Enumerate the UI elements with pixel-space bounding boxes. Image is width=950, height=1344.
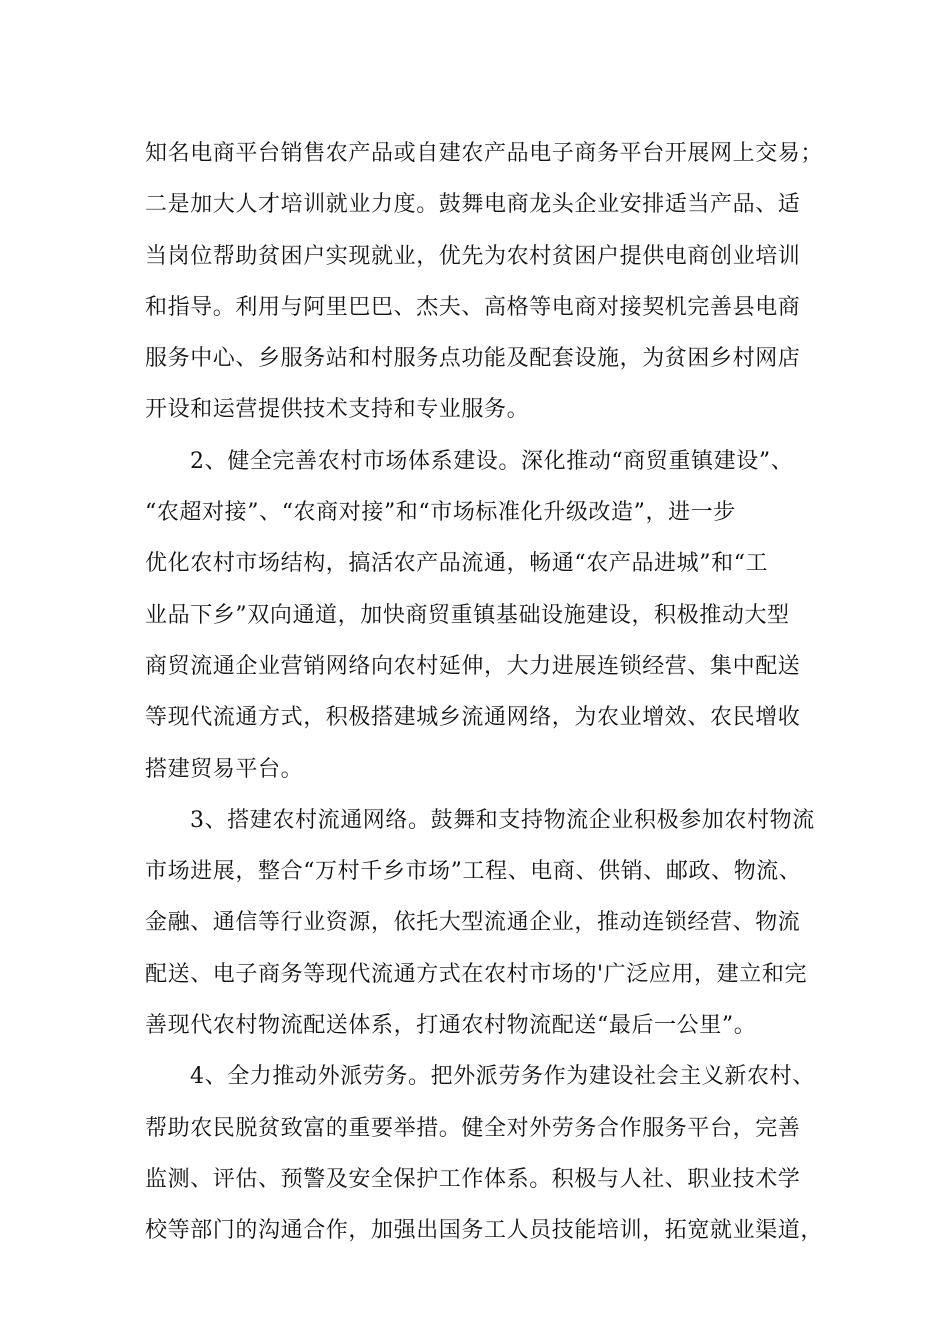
paragraph-2-first-line: 2、健全完善农村市场体系建设。深化推动“商贸重镇建设”、: [190, 448, 794, 474]
text-line: 开设和运营提供技术支持和专业服务。: [145, 397, 530, 423]
text-line: 业品下乡”双向通道，加快商贸重镇基础设施建设，积极推动大型: [145, 602, 790, 628]
text-line: 等现代流通方式，积极搭建城乡流通网络，为农业增效、农民增收: [145, 705, 801, 731]
text-line: 知名电商平台销售农产品或自建农产品电子商务平台开展网上交易；: [145, 141, 824, 166]
text-line: 二是加大人才培训就业力度。鼓舞电商龙头企业安排适当产品、适: [145, 192, 801, 218]
text-line: 善现代农村物流配送体系，打通农村物流配送“最后一公里”。: [145, 1013, 757, 1039]
paragraph-3-first-line: 3、搭建农村流通网络。鼓舞和支持物流企业积极参加农村物流: [190, 807, 815, 833]
text-line: 服务中心、乡服务站和村服务点功能及配套设施，为贫困乡村网店: [145, 346, 801, 372]
text-line: “农超对接”、“农商对接”和“市场标准化升级改造”，进一步: [145, 500, 736, 526]
text-line: 金融、通信等行业资源，依托大型流通企业，推动连锁经营、物流: [145, 910, 801, 936]
text-line: 当岗位帮助贫困户实现就业，优先为农村贫困户提供电商创业培训: [145, 243, 801, 269]
text-line: 校等部门的沟通合作，加强出国务工人员技能培训，拓宽就业渠道，: [145, 1218, 824, 1244]
text-line: 搭建贸易平台。: [145, 756, 304, 782]
text-line: 市场进展，整合“万村千乡市场”工程、电商、供销、邮政、物流、: [145, 859, 802, 885]
text-line: 商贸流通企业营销网络向农村延伸，大力进展连锁经营、集中配送: [145, 653, 801, 679]
text-line: 优化农村市场结构，搞活农产品流通，畅通“农产品进城”和“工: [145, 551, 769, 577]
text-line: 帮助农民脱贫致富的重要举措。健全对外劳务合作服务平台，完善: [145, 1115, 801, 1141]
text-line: 监测、评估、预警及安全保护工作体系。积极与人社、职业技术学: [145, 1166, 801, 1192]
text-line: 配送、电子商务等现代流通方式在农村市场的'广泛应用，建立和完: [145, 961, 808, 987]
body-text: [145, 128, 825, 1257]
paragraph-4-first-line: 4、全力推动外派劳务。把外派劳务作为建设社会主义新农村、: [190, 1064, 815, 1090]
text-line: 和指导。利用与阿里巴巴、杰夫、高格等电商对接契机完善县电商: [145, 294, 801, 320]
